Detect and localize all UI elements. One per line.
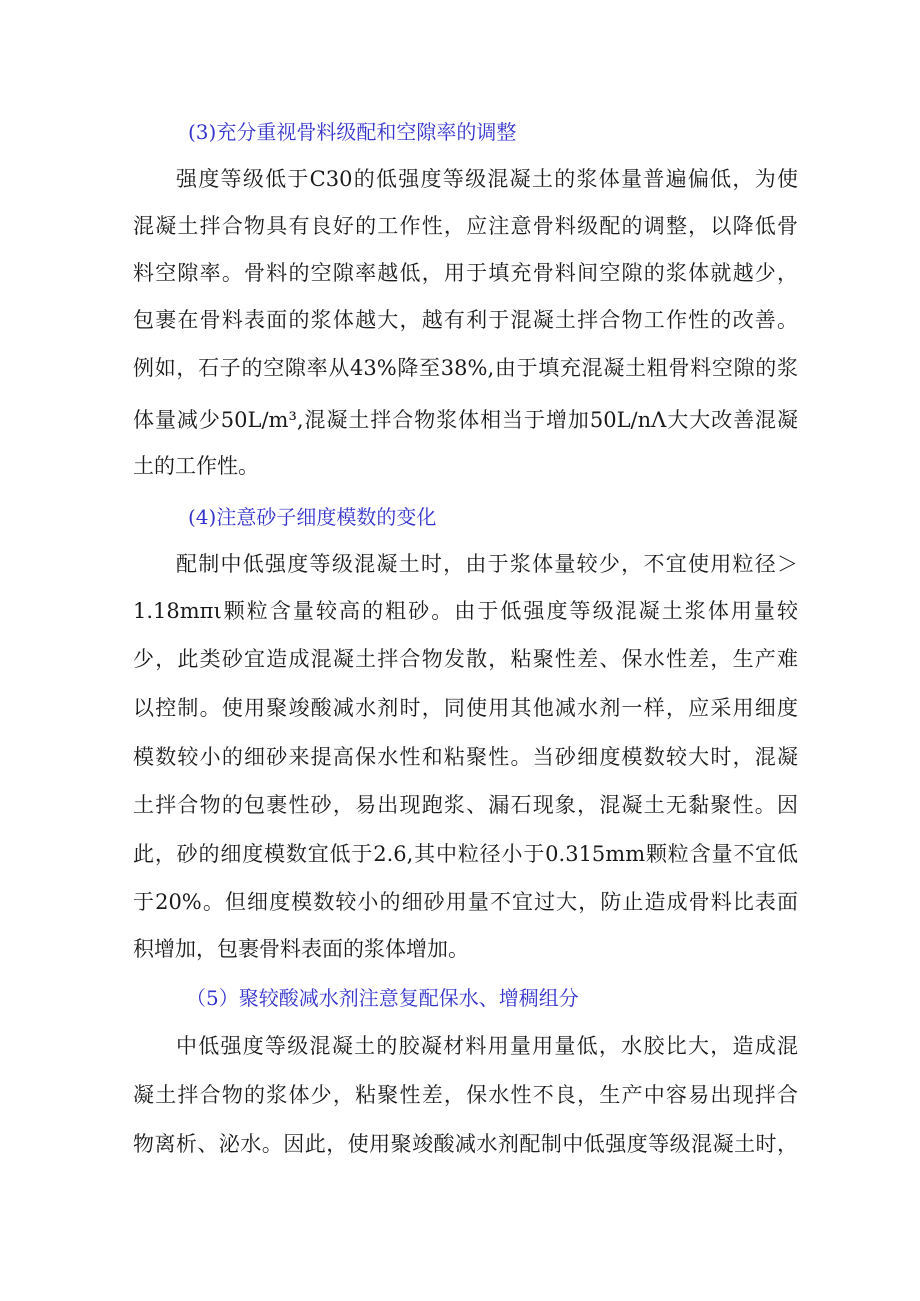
- section-heading: （5）聚较酸减水剂注意复配保水、增稠组分: [186, 986, 579, 1010]
- section-heading: (4)注意砂子细度模数的变化: [188, 505, 437, 529]
- paragraph-line: 料空隙率。骨料的空隙率越低，用于填充骨料间空隙的浆体就越少，: [133, 261, 798, 285]
- paragraph-line: 于20%。但细度模数较小的细砂用量不宜过大，防止造成骨料比表面: [133, 890, 798, 914]
- paragraph-line: 土的工作性。: [133, 454, 259, 478]
- paragraph-line: 包裹在骨料表面的浆体越大，越有利于混凝土拌合物工作性的改善。: [133, 308, 798, 332]
- paragraph-line: 模数较小的细砂来提高保水性和粘聚性。当砂细度模数较大时，混凝: [133, 745, 798, 769]
- paragraph-line: 以控制。使用聚竣酸减水剂时，同使用其他减水剂一样，应采用细度: [133, 696, 798, 720]
- paragraph-line: 配制中低强度等级混凝土时，由于浆体量较少，不宜使用粒径＞: [176, 552, 798, 576]
- paragraph-line: 积增加，包裹骨料表面的浆体增加。: [133, 937, 469, 961]
- paragraph-line: 中低强度等级混凝土的胶凝材料用量用量低，水胶比大，造成混: [176, 1034, 798, 1058]
- paragraph-line: 土拌合物的包裹性砂，易出现跑浆、漏石现象，混凝土无黏聚性。因: [133, 793, 798, 817]
- paragraph-line: 凝土拌合物的浆体少，粘聚性差，保水性不良，生产中容易出现拌合: [133, 1083, 798, 1107]
- paragraph-line: 体量减少50L∕m³,混凝土拌合物浆体相当于增加50L∕nΛ大大改善混凝: [133, 408, 798, 432]
- paragraph-line: 物离析、泌水。因此，使用聚竣酸减水剂配制中低强度等级混凝土时，: [133, 1132, 798, 1156]
- paragraph-line: 例如，石子的空隙率从43%降至38%,由于填充混凝土粗骨料空隙的浆: [133, 356, 798, 380]
- paragraph-line: 此，砂的细度模数宜低于2.6,其中粒径小于0.315mm颗粒含量不宜低: [133, 842, 798, 866]
- paragraph-line: 强度等级低于C30的低强度等级混凝土的浆体量普遍偏低，为使: [176, 167, 798, 191]
- paragraph-line: 1.18mπι颗粒含量较高的粗砂。由于低强度等级混凝土浆体用量较: [133, 599, 798, 623]
- paragraph-line: 混凝土拌合物具有良好的工作性，应注意骨料级配的调整，以降低骨: [133, 214, 798, 238]
- paragraph-line: 少，此类砂宜造成混凝土拌合物发散，粘聚性差、保水性差，生产难: [133, 647, 798, 671]
- section-heading: (3)充分重视骨料级配和空隙率的调整: [188, 120, 517, 144]
